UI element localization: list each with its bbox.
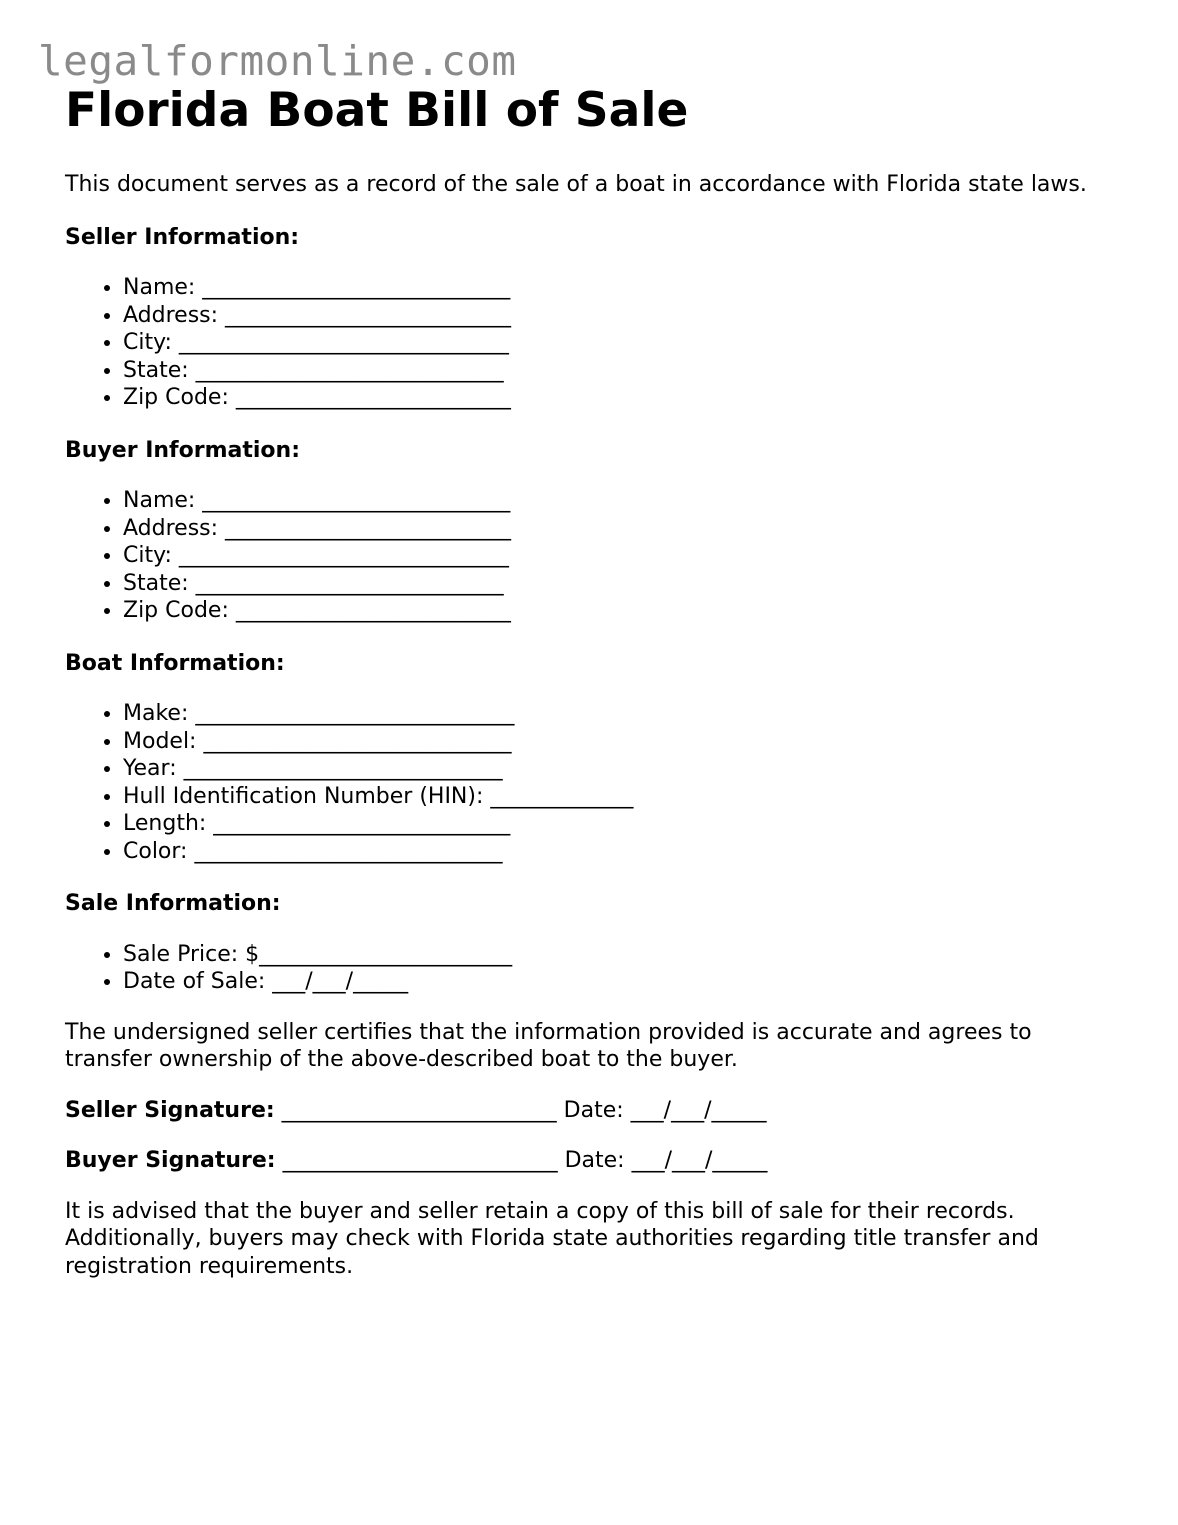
seller-fields-list	[65, 274, 1125, 412]
document-title: Florida Boat Bill of Sale	[65, 83, 689, 138]
intro-paragraph: This document serves as a record of the sale of a boat in accordance with Florida state laws.	[65, 172, 1087, 197]
buyer-signature-date-field[interactable]: Date: ___/___/_____	[564, 1148, 768, 1173]
boat-year-field[interactable]: • Year: _____________________________	[123, 755, 1125, 783]
sale-date-field[interactable]: • Date of Sale: ___/___/_____	[123, 968, 1125, 996]
seller-signature-row	[65, 1097, 1125, 1125]
buyer-zip-field[interactable]: • Zip Code: _________________________	[123, 597, 1125, 625]
seller-signature-field[interactable]: _________________________	[281, 1097, 557, 1123]
sale-section-heading: Sale Information:	[65, 891, 281, 916]
boat-section-heading: Boat Information:	[65, 650, 285, 676]
seller-city-field[interactable]: • City: ______________________________	[123, 329, 1125, 357]
seller-section-heading: Seller Information:	[65, 224, 300, 250]
boat-hin-field[interactable]: • Hull Identification Number (HIN): _____________	[123, 783, 1125, 811]
seller-zip-field[interactable]: • Zip Code: _________________________	[123, 384, 1125, 412]
buyer-signature-label: Buyer Signature:	[65, 1148, 276, 1173]
boat-fields-list	[65, 700, 1125, 865]
buyer-section-heading: Buyer Information:	[65, 437, 300, 463]
seller-name-field[interactable]: • Name: ____________________________	[123, 274, 1125, 302]
advice-paragraph: It is advised that the buyer and seller retain a copy of this bill of sale for their records. Additionally, buyers may check with Florida state authorities regarding title transfer and registration requirements.	[65, 1198, 1039, 1279]
buyer-address-field[interactable]: • Address: __________________________	[123, 515, 1125, 543]
buyer-fields-list	[65, 487, 1125, 625]
sale-price-field[interactable]: • Sale Price: $_______________________	[123, 941, 1125, 969]
document-body	[65, 84, 1125, 1280]
watermark: legalformonline.com	[38, 37, 517, 85]
boat-model-field[interactable]: • Model: ____________________________	[123, 728, 1125, 756]
boat-length-field[interactable]: • Length: ___________________________	[123, 810, 1125, 838]
certification-paragraph: The undersigned seller certifies that the information provided is accurate and agrees to transfer ownership of the above-described boat to the buyer.	[65, 1019, 1032, 1072]
seller-signature-label: Seller Signature:	[65, 1097, 275, 1123]
buyer-state-field[interactable]: • State: ____________________________	[123, 570, 1125, 598]
sale-fields-list	[65, 941, 1125, 996]
buyer-signature-row	[65, 1147, 1125, 1175]
seller-address-field[interactable]: • Address: __________________________	[123, 302, 1125, 330]
buyer-name-field[interactable]: • Name: ____________________________	[123, 487, 1125, 515]
buyer-city-field[interactable]: • City: ______________________________	[123, 542, 1125, 570]
seller-state-field[interactable]: • State: ____________________________	[123, 357, 1125, 385]
boat-color-field[interactable]: • Color: ____________________________	[123, 838, 1125, 866]
boat-make-field[interactable]: • Make: _____________________________	[123, 700, 1125, 728]
seller-signature-date-field[interactable]: Date: ___/___/_____	[563, 1097, 767, 1123]
buyer-signature-field[interactable]: _________________________	[282, 1148, 558, 1173]
